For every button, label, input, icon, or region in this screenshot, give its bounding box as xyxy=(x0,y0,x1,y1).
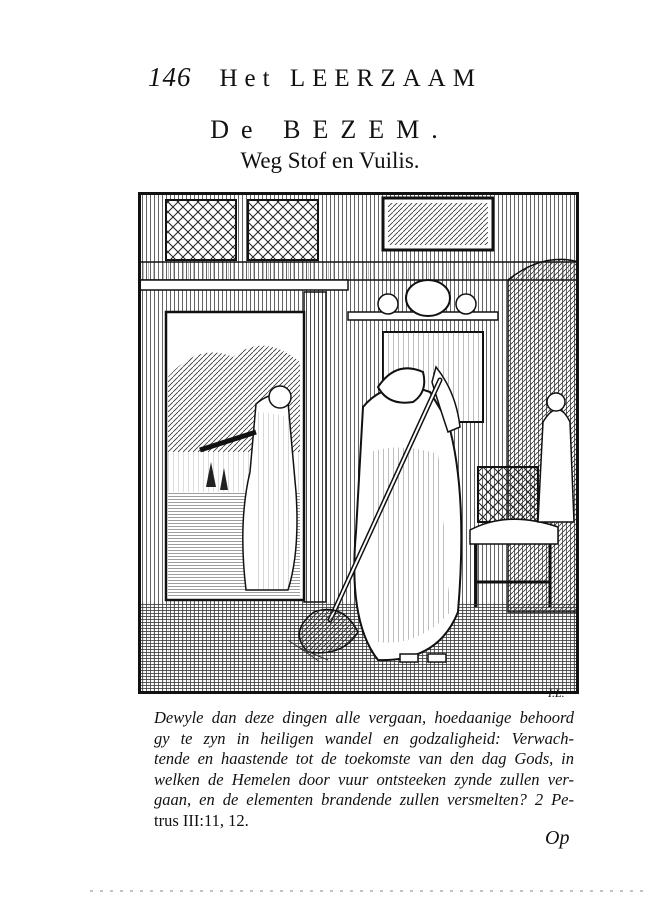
page-number: 146 xyxy=(148,62,192,92)
caption-reference: trus III:11, 12. xyxy=(154,810,249,830)
caption-text xyxy=(154,708,574,832)
book-title: Het LEERZAAM xyxy=(219,65,482,92)
caption-line: gy te zyn in heiligen wandel en godzaligheid: Verwach- xyxy=(154,728,574,748)
caption-line: welken de Hemelen door vuur ontsteeken zynde zullen ver- xyxy=(154,769,574,789)
running-head xyxy=(148,62,528,98)
emblem-title: De BEZEM. xyxy=(210,115,450,144)
engraving-illustration xyxy=(138,192,579,694)
engraving-plate xyxy=(138,192,579,694)
engraver-signature: I.L. xyxy=(548,686,565,700)
caption-line: tende en haastende tot de toekomste van den dag Gods, in xyxy=(154,749,574,769)
bleed-through-marks xyxy=(90,889,650,893)
catchword: Op xyxy=(545,827,570,849)
caption-line: gaan, en de elementen brandende zullen versmelten? 2 Pe- xyxy=(154,790,574,810)
emblem-motto: Weg Stof en Vuilis. xyxy=(240,148,420,173)
caption-line: Dewyle dan deze dingen alle vergaan, hoedaanige behoord xyxy=(154,708,574,727)
